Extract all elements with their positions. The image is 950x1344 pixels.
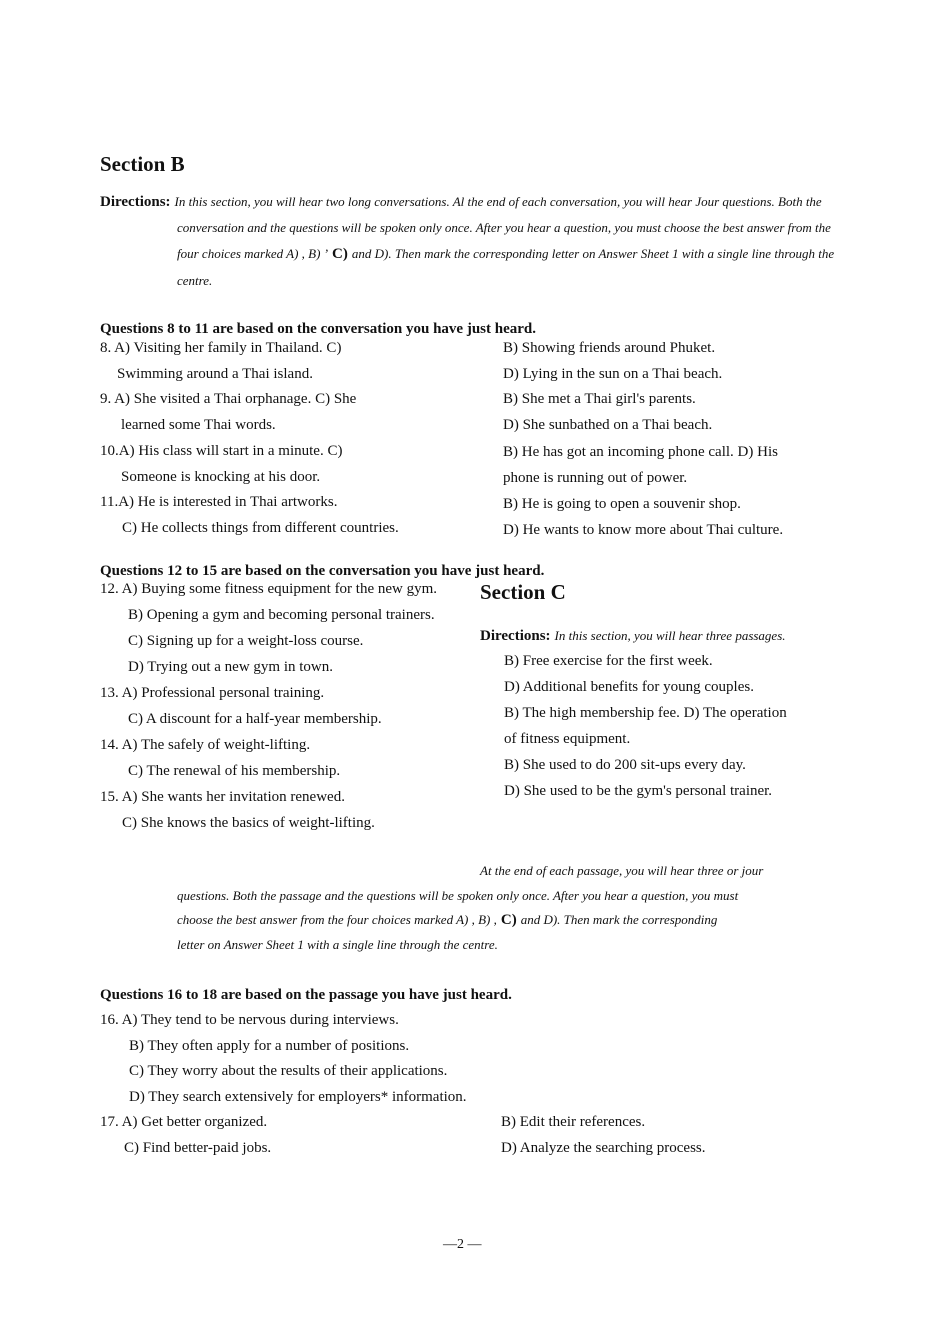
page-number: —2 —: [443, 1237, 482, 1252]
questions-16-18-heading: Questions 16 to 18 are based on the passage you have just heard.: [100, 987, 512, 1003]
q13-line-a: 13. A) Professional personal training.: [100, 685, 325, 701]
q14-line-a: 14. A) The safely of weight-lifting.: [100, 737, 311, 753]
bold-choice-c: C): [500, 912, 517, 928]
q12-line-d: D) Trying out a new gym in town.: [128, 659, 334, 675]
section-c-directions-line-5: letter on Answer Sheet 1 with a single line through the centre.: [177, 937, 498, 952]
section-c-directions-line-3: questions. Both the passage and the questions will be spoken only once. After you hear a question, you must: [177, 888, 739, 903]
directions-label: Directions:: [100, 194, 171, 210]
directions-text: In this section, you will hear two long conversations. Al the end of each conversation, you will hear Jour questions. Both the: [174, 194, 822, 209]
q13-line-c: C) A discount for a half-year membership.: [128, 711, 382, 727]
q9-left-line-1: 9. A) She visited a Thai orphanage. C) She: [100, 391, 357, 407]
q10-right-line-2: phone is running out of power.: [503, 470, 688, 486]
q14-right-line-d: of fitness equipment.: [504, 731, 631, 747]
q10-left-line-2: Someone is knocking at his door.: [121, 469, 321, 485]
q15-line-a: 15. A) She wants her invitation renewed.: [100, 789, 345, 805]
q9-right-line-1: B) She met a Thai girl's parents.: [503, 391, 696, 407]
q12-line-c: C) Signing up for a weight-loss course.: [128, 633, 364, 649]
directions-text: four choices marked A) , B) ’: [177, 246, 329, 261]
q17-line-b: B) Edit their references.: [501, 1114, 646, 1130]
q13-right-line-d: D) Additional benefits for young couples.: [504, 679, 754, 695]
q14-line-c: C) The renewal of his membership.: [128, 763, 341, 779]
q16-line-a: 16. A) They tend to be nervous during interviews.: [100, 1012, 399, 1028]
q11-right-line-1: B) He is going to open a souvenir shop.: [503, 496, 741, 512]
q9-right-line-2: D) She sunbathed on a Thai beach.: [503, 417, 713, 433]
directions-label: Directions:: [480, 628, 551, 644]
section-b-directions-line-3: [177, 245, 834, 263]
section-b-title: Section B: [100, 152, 185, 176]
q10-left-line-1: 10.A) His class will start in a minute. C): [100, 443, 343, 459]
q16-line-c: C) They worry about the results of their applications.: [129, 1063, 448, 1079]
q8-right-line-1: B) Showing friends around Phuket.: [503, 340, 716, 356]
q11-left-line-2: C) He collects things from different countries.: [122, 520, 399, 536]
section-b-directions-line-5: centre.: [177, 273, 213, 288]
q11-right-line-2: D) He wants to know more about Thai culture.: [503, 522, 784, 538]
q11-left-line-1: 11.A) He is interested in Thai artworks.: [100, 494, 338, 510]
q16-line-b: B) They often apply for a number of positions.: [129, 1038, 410, 1054]
section-c-directions-line-2: At the end of each passage, you will hear three or jour: [480, 863, 764, 878]
q8-left-line-2: Swimming around a Thai island.: [117, 366, 313, 382]
q8-right-line-2: D) Lying in the sun on a Thai beach.: [503, 366, 723, 382]
section-b-directions-line-1: [100, 193, 822, 211]
q12-line-a: 12. A) Buying some fitness equipment for the new gym.: [100, 581, 438, 597]
q15-right-line-d: D) She used to be the gym's personal trainer.: [504, 783, 773, 799]
section-c-directions-line-1: [480, 627, 786, 645]
q8-left-line-1: 8. A) Visiting her family in Thailand. C): [100, 340, 342, 356]
directions-text: choose the best answer from the four choices marked A) , B) ,: [177, 912, 497, 927]
directions-text: and D). Then mark the corresponding: [520, 912, 718, 927]
q14-right-line-b: B) The high membership fee. D) The operation: [504, 705, 787, 721]
q10-right-line-1: B) He has got an incoming phone call. D) His: [503, 444, 778, 460]
q13-right-line-b: B) Free exercise for the first week.: [504, 653, 713, 669]
bold-choice-c: C): [332, 246, 348, 262]
section-b-directions-line-2: conversation and the questions will be spoken only once. After you hear a question, you must choose the best answer from the: [177, 220, 831, 235]
questions-8-11-heading: Questions 8 to 11 are based on the conversation you have just heard.: [100, 321, 536, 337]
section-c-title: Section C: [480, 580, 566, 604]
directions-text: and D). Then mark the corresponding letter on Answer Sheet 1 with a single line through the: [351, 246, 835, 261]
q9-left-line-2: learned some Thai words.: [121, 417, 276, 433]
q17-line-d: D) Analyze the searching process.: [501, 1140, 706, 1156]
q16-line-d: D) They search extensively for employers* information.: [129, 1089, 467, 1105]
q17-line-c: C) Find better-paid jobs.: [124, 1140, 272, 1156]
q15-line-c: C) She knows the basics of weight-lifting.: [122, 815, 375, 831]
directions-text: In this section, you will hear three passages.: [554, 628, 786, 643]
section-c-directions-line-4: [177, 911, 717, 929]
questions-12-15-heading: Questions 12 to 15 are based on the conversation you have just heard.: [100, 563, 545, 579]
q12-line-b: B) Opening a gym and becoming personal trainers.: [128, 607, 435, 623]
q15-right-line-b: B) She used to do 200 sit-ups every day.: [504, 757, 746, 773]
q17-line-a: 17. A) Get better organized.: [100, 1114, 268, 1130]
